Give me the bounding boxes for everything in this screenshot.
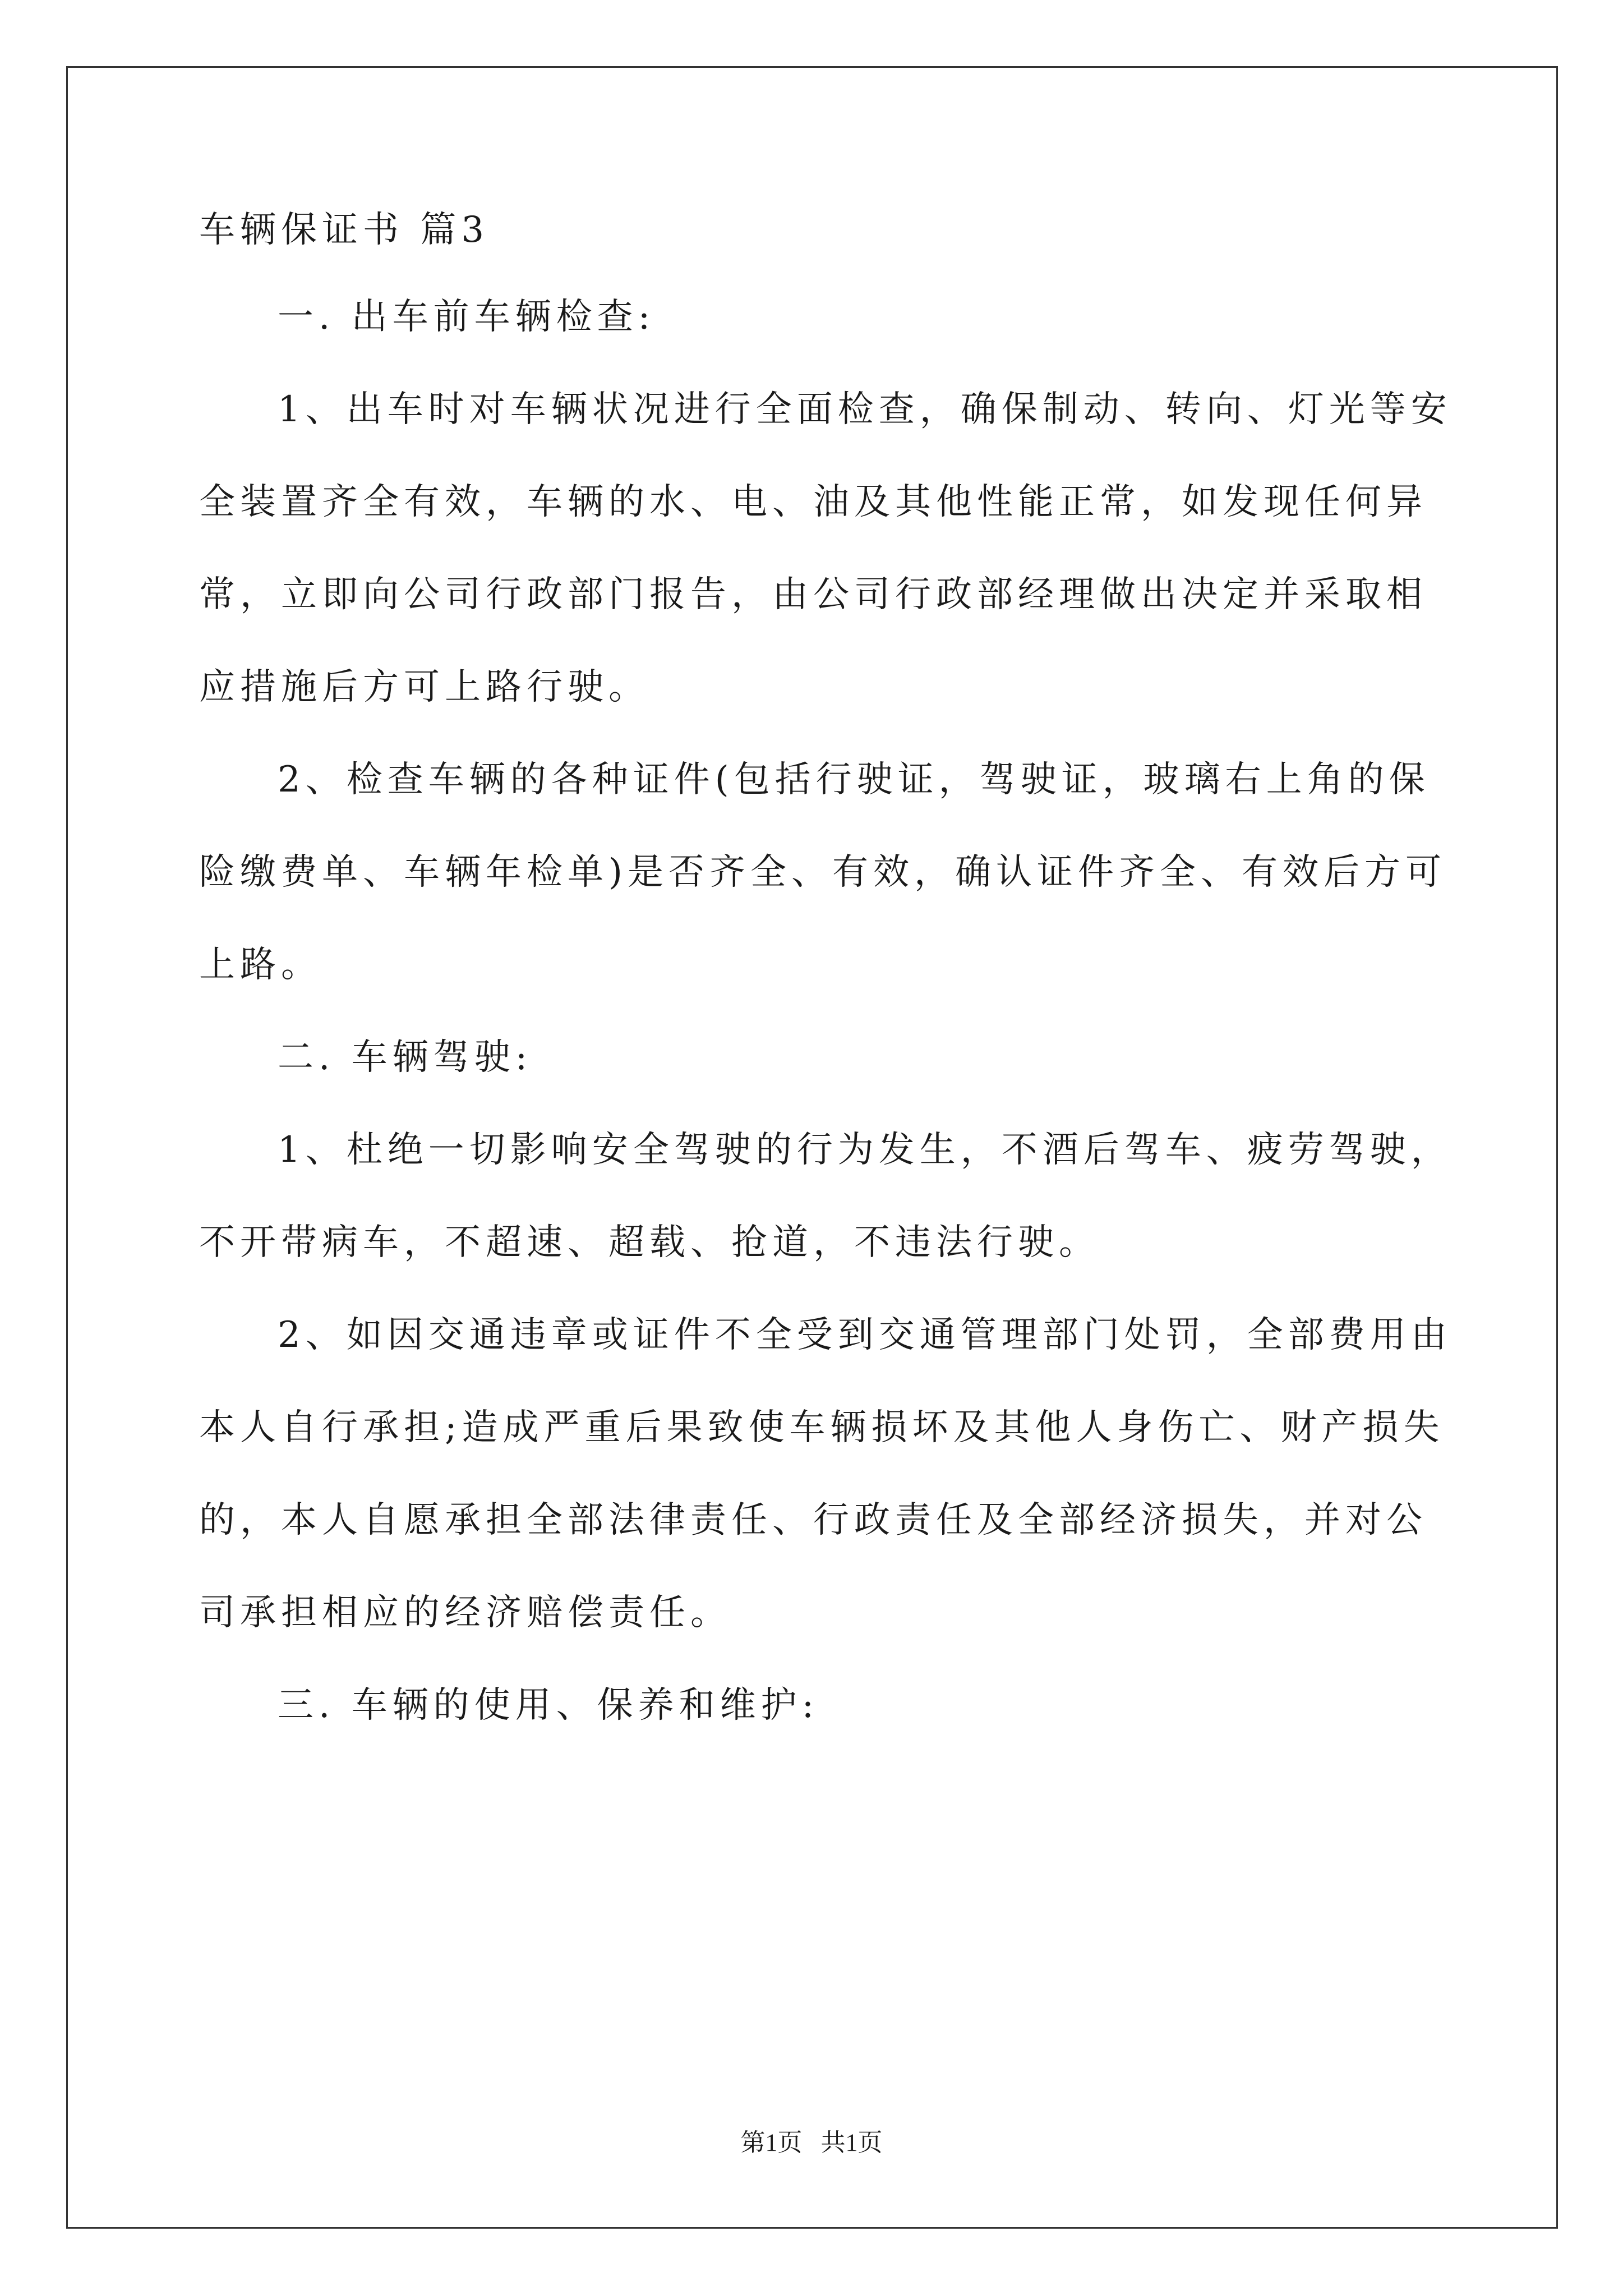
document-title: 车辆保证书 篇3 — [199, 209, 490, 251]
paragraph-line: 的，本人自愿承担全部法律责任、行政责任及全部经济损失，并对公 — [199, 1499, 1427, 1541]
paragraph-line: 1、出车时对车辆状况进行全面检查，确保制动、转向、灯光等安 — [278, 389, 1452, 430]
paragraph-line: 上路。 — [199, 944, 322, 986]
paragraph-line: 1、杜绝一切影响安全驾驶的行为发生，不酒后驾车、疲劳驾驶， — [278, 1129, 1452, 1171]
section-heading-3: 三. 车辆的使用、保养和维护: — [278, 1685, 819, 1726]
paragraph-line: 常，立即向公司行政部门报告，由公司行政部经理做出决定并采取相 — [199, 574, 1427, 615]
paragraph-line: 全装置齐全有效，车辆的水、电、油及其他性能正常，如发现任何异 — [199, 481, 1427, 523]
paragraph-line: 本人自行承担;造成严重后果致使车辆损坏及其他人身伤亡、财产损失 — [199, 1407, 1445, 1448]
page-number-footer: 第1页 共1页 — [740, 2129, 883, 2156]
paragraph-line: 险缴费单、车辆年检单)是否齐全、有效，确认证件齐全、有效后方可 — [199, 852, 1446, 893]
paragraph-line: 司承担相应的经济赔偿责任。 — [199, 1592, 731, 1634]
paragraph-line: 2、如因交通违章或证件不全受到交通管理部门处罚，全部费用由 — [278, 1314, 1452, 1356]
section-heading-1: 一. 出车前车辆检查: — [278, 296, 656, 338]
paragraph-line: 应措施后方可上路行驶。 — [199, 666, 649, 708]
section-heading-2: 二. 车辆驾驶: — [278, 1037, 533, 1078]
paragraph-line: 不开带病车，不超速、超载、抢道，不违法行驶。 — [199, 1222, 1100, 1263]
paragraph-line: 2、检查车辆的各种证件(包括行驶证，驾驶证，玻璃右上角的保 — [278, 759, 1430, 800]
